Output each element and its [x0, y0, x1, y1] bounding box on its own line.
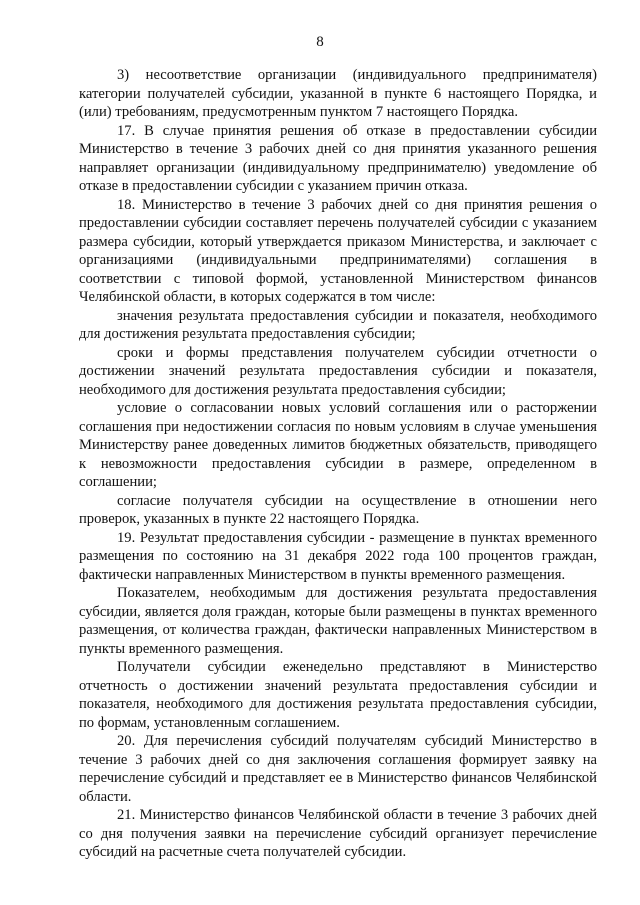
paragraph-19-indicator: Показателем, необходимым для достижения результата предоставления субсидии, является доля граждан, которые были размещены в пунктах временного размещения, от количества граждан, фактически направленных Министерством в пункты временного размещения. — [79, 585, 597, 657]
paragraph-19-reporting: Получатели субсидии еженедельно представляют в Министерство отчетность о достижении значений результата предоставления субсидии и показателя, необходимого для достижения результата предоставления субсидии, по формам, установленным соглашением. — [79, 659, 597, 731]
paragraph-18-condition-result-values: значения результата предоставления субсидии и показателя, необходимого для достижения результата предоставления субсидии; — [79, 307, 597, 342]
paragraph-21: 21. Министерство финансов Челябинской области в течение 3 рабочих дней со дня получения заявки на перечисление субсидий организует перечисление субсидий на расчетные счета получателей субсидии. — [79, 807, 597, 860]
paragraph-18-condition-amendment: условие о согласовании новых условий соглашения или о расторжении соглашения при недостижении согласия по новым условиям в случае уменьшения Министерству ранее доведенных лимитов бюджетных обязательств, приводящего к невозможности предоставления субсидии в размере, определенном в соглашении; — [79, 400, 597, 490]
paragraph-18-condition-consent: согласие получателя субсидии на осуществление в отношении него проверок, указанных в пункте 22 настоящего Порядка. — [79, 492, 597, 527]
document-body — [79, 66, 597, 862]
page-number: 8 — [316, 34, 324, 50]
paragraph-18: 18. Министерство в течение 3 рабочих дней со дня принятия решения о предоставлении субсидии составляет перечень получателей субсидии с указанием размера субсидии, который утверждается приказом Министерства, и заключает с организациями (индивидуальными предпринимателями) соглашения в соответствии с типовой формой, установленной Министерством финансов Челябинской области, в которых содержатся в том числе: — [79, 196, 597, 305]
paragraph-18-condition-reporting: сроки и формы представления получателем субсидии отчетности о достижении значений результата предоставления субсидии и показателя, необходимого для достижения результата предоставления субсидии; — [79, 344, 597, 398]
paragraph-20: 20. Для перечисления субсидий получателям субсидий Министерство в течение 3 рабочих дней со дня заключения соглашения формирует заявку на перечисление субсидий и представляет ее в Министерство финансов Челябинской области. — [79, 733, 597, 805]
paragraph-16-item-3: 3) несоответствие организации (индивидуального предпринимателя) категории получателей субсидии, указанной в пункте 6 настоящего Порядка, и (или) требованиям, предусмотренным пунктом 7 настоящего Порядка. — [79, 67, 597, 120]
paragraph-17: 17. В случае принятия решения об отказе в предоставлении субсидии Министерство в течение 3 рабочих дней со дня принятия указанного решения направляет организации (индивидуальному предпринимателю) уведомление об отказе в предоставлении субсидии с указанием причин отказа. — [79, 122, 597, 194]
paragraph-19: 19. Результат предоставления субсидии - размещение в пунктах временного размещения по состоянию на 31 декабря 2022 года 100 процентов граждан, фактически направленных Министерством в пункты временного размещения. — [79, 529, 597, 583]
